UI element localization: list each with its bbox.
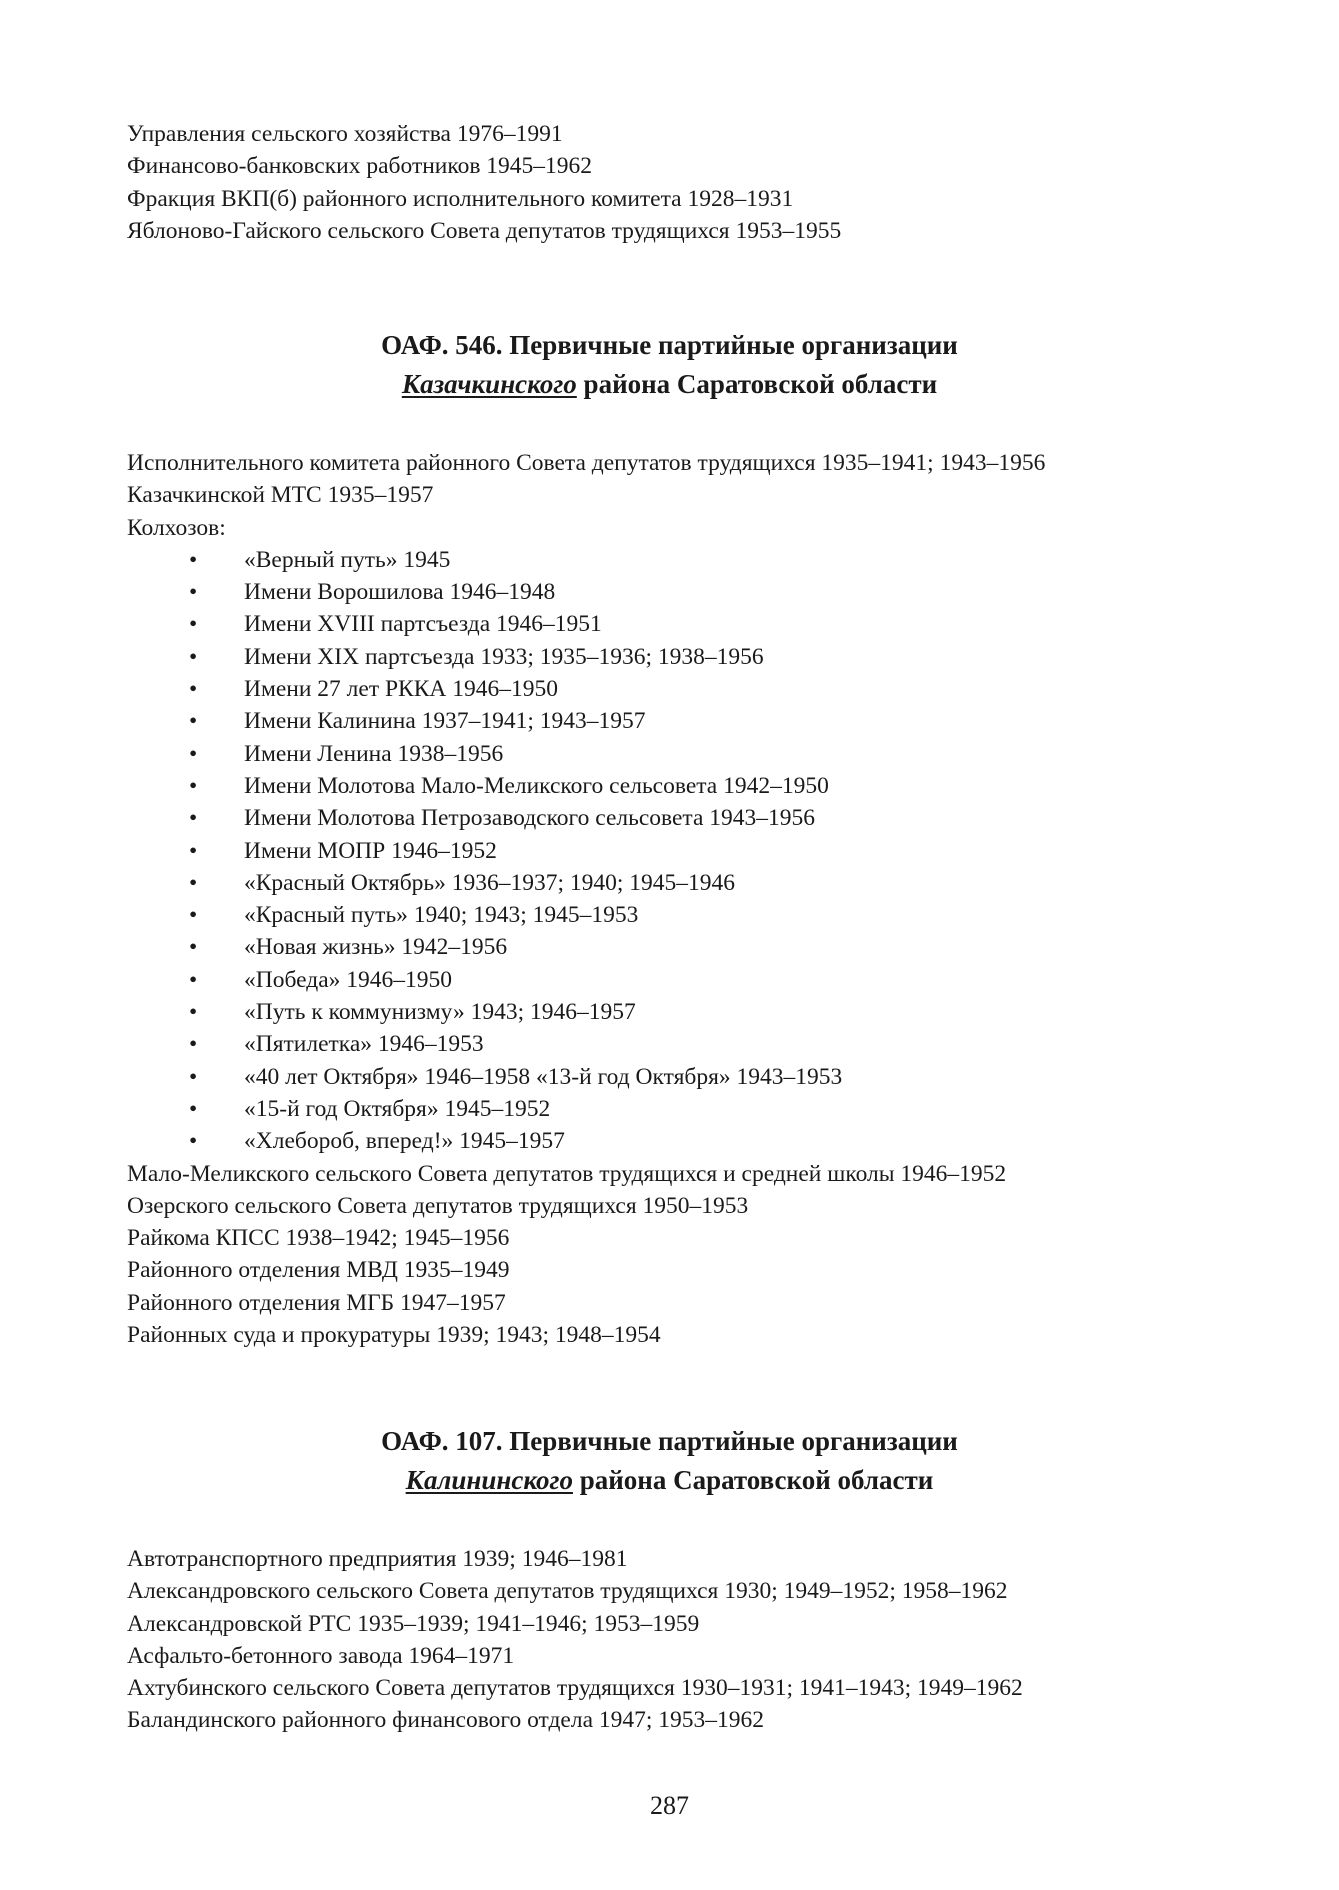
bullet-item: • «Путь к коммунизму» 1943; 1946–1957 [127,996,1227,1028]
bullet-item: • Имени XVIII партсъезда 1946–1951 [127,608,1227,640]
section-2-title-line2 [0,1461,1339,1500]
bullet-item: • «Верный путь» 1945 [127,544,1227,576]
list-item: Баландинского районного финансового отдела 1947; 1953–1962 [127,1707,765,1734]
list-item: Казачкинской МТС 1935–1957 [127,482,434,509]
bullet-item: • «Пятилетка» 1946–1953 [127,1028,1227,1060]
list-item: Александровского сельского Совета депутатов трудящихся 1930; 1949–1952; 1958–1962 [127,1578,1008,1605]
list-item: Яблоново-Гайского сельского Совета депутатов трудящихся 1953–1955 [127,217,842,244]
page-number: 287 [650,1791,689,1820]
list-item: Автотранспортного предприятия 1939; 1946–1981 [127,1546,628,1572]
kolkhoz-list [127,544,1227,1158]
list-item: Ахтубинского сельского Совета депутатов трудящихся 1930–1931; 1941–1943; 1949–1962 [127,1675,1023,1702]
bullet-item: • Имени XIX партсъезда 1933; 1935–1936; 1938–1956 [127,641,1227,673]
bullet-item: • «Новая жизнь» 1942–1956 [127,931,1227,963]
section-2-body [127,1543,1227,1737]
list-item: Финансово-банковских работников 1945–1962 [127,153,593,180]
list-item: Районных суда и прокуратуры 1939; 1943; 1948–1954 [127,1322,661,1349]
bullet-item: • Имени МОПР 1946–1952 [127,835,1227,867]
section-2-district: Калининского [405,1465,573,1495]
bullet-item: • «Красный путь» 1940; 1943; 1945–1953 [127,899,1227,931]
list-item: Фракция ВКП(б) районного исполнительного комитета 1928–1931 [127,185,794,212]
bullet-item: • «Победа» 1946–1950 [127,964,1227,996]
bullet-item: • Имени Молотова Мало-Меликского сельсовета 1942–1950 [127,770,1227,802]
section-2-title-line1: ОАФ. 107. Первичные партийные организации [381,1426,958,1456]
section-1-title-rest: района Саратовской области [576,369,938,399]
list-item: Райкома КПСС 1938–1942; 1945–1956 [127,1225,510,1252]
list-item: Районного отделения МГБ 1947–1957 [127,1289,506,1316]
list-item: Районного отделения МВД 1935–1949 [127,1257,510,1284]
section-1-body [127,447,1227,1351]
bullet-item: • Имени 27 лет РККА 1946–1950 [127,673,1227,705]
list-item: Колхозов: [127,514,226,541]
bullet-item: • Имени Ворошилова 1946–1948 [127,576,1227,608]
section-1-title-line1: ОАФ. 546. Первичные партийные организации [381,330,958,360]
section-2-heading [0,1422,1339,1500]
bullet-item: • Имени Ленина 1938–1956 [127,738,1227,770]
list-item: Озерского сельского Совета депутатов трудящихся 1950–1953 [127,1192,749,1219]
list-item: Александровской РТС 1935–1939; 1941–1946; 1953–1959 [127,1610,700,1637]
section-1-heading [0,326,1339,404]
list-item: Исполнительного комитета районного Совета депутатов трудящихся 1935–1941; 1943–1956 [127,450,1046,476]
bullet-item: • «Красный Октябрь» 1936–1937; 1940; 1945–1946 [127,867,1227,899]
list-item: Мало-Меликского сельского Совета депутатов трудящихся и средней школы 1946–1952 [127,1160,1007,1187]
section-1-title-line2 [0,365,1339,404]
bullet-item: • Имени Калинина 1937–1941; 1943–1957 [127,705,1227,737]
bullet-item: • Имени Молотова Петрозаводского сельсовета 1943–1956 [127,802,1227,834]
bullet-item: • «40 лет Октября» 1946–1958 «13-й год Октября» 1943–1953 [127,1061,1227,1093]
top-list [127,118,1227,247]
bullet-item: • «Хлебороб, вперед!» 1945–1957 [127,1125,1227,1157]
section-1-district: Казачкинского [401,369,577,399]
list-item: Управления сельского хозяйства 1976–1991 [127,121,563,147]
list-item: Асфальто-бетонного завода 1964–1971 [127,1642,515,1669]
section-2-title-rest: района Саратовской области [572,1465,934,1495]
bullet-item: • «15-й год Октября» 1945–1952 [127,1093,1227,1125]
